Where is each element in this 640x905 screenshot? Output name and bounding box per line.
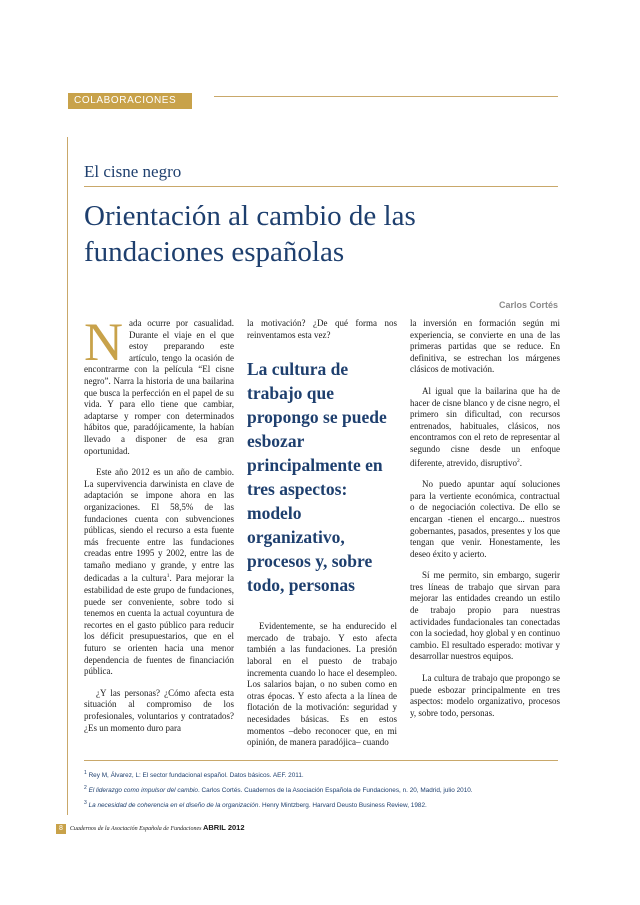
paragraph-text: Este año 2012 es un año de cambio. La supervivencia darwinista en clave de adaptación se impone ahora en las organizaciones. El 58,5% de las fundaciones cuenta con subvenciones públicas, siendo el recurso a esta fuente más frecuente entre las fundaciones creadas entre 1995 y 2002, entre las de tamaño mediano y grande, y entre las dedicadas a la cultura — [84, 467, 234, 584]
paragraph-text: . — [519, 457, 522, 468]
page-number: 8 — [56, 824, 66, 834]
paragraph — [84, 467, 234, 678]
footnote-ref: 2 — [516, 457, 520, 464]
pull-quote: La cultura de trabajo que propongo se puede esbozar principalmente en tres aspectos: modelo organizativo, procesos y, sobre todo, personas — [247, 359, 387, 596]
column-1 — [84, 312, 234, 744]
margin-rule — [67, 137, 68, 815]
paragraph-text: . Para mejorar la estabilidad de este grupo de fundaciones, puede ser conveniente, sobre todo si tenemos en cuenta la actual coyuntura de recortes en el gasto público para reducir los déficit presupuestarios, que en el futuro se orienten hacia una menor dependencia de fuentes de financiación pública. — [84, 573, 234, 677]
header-rule — [214, 96, 558, 97]
footnote — [84, 797, 558, 812]
footnote-number: 2 — [84, 785, 87, 792]
publication-name: Cuadernos de la Asociación Española de Fundaciones — [69, 826, 202, 832]
section-tag: COLABORACIONES — [68, 93, 192, 109]
footnote-text: Rey M, Álvarez, L: El sector fundacional español. Datos básicos. AEF. 2011. — [88, 772, 304, 780]
footnote-ref: 1 — [166, 573, 170, 580]
footnote-text: . Carlos Cortés. Cuadernos de la Asociación Española de Fundaciones, n. 20, Madrid, julio 2010. — [197, 787, 473, 795]
footnote-title: La necesidad de coherencia en el diseño de la organización — [88, 802, 259, 810]
footnote-text: . Henry Mintzberg. Harvard Deusto Business Review, 1982. — [258, 802, 427, 810]
paragraph: Evidentemente, se ha endurecido el mercado de trabajo. Y esto afecta también a las fundaciones. La presión laboral en el puesto de trabajo incrementa cuando lo hace el desempleo. Los salarios bajan, o no suben como en otras épocas. Y esto afecta a la línea de flotación de la motivación: seguridad y necesidades básicas. Es en estos momentos –debo reconocer que, en mi opinión, de manera paradójica– cuando — [247, 621, 397, 748]
dropcap: N — [84, 312, 123, 372]
kicker-rule — [84, 186, 558, 187]
footnote-rule — [84, 760, 558, 761]
article-title: Orientación al cambio de las fundaciones españolas — [84, 200, 416, 268]
column-2 — [247, 318, 397, 759]
author: Carlos Cortés — [498, 300, 558, 310]
paragraph: No puedo apuntar aquí soluciones para la vertiente económica, contractual o de negociación colectiva. De ello se encargan -tienen el encargo... nuestros gobernantes, pasados, presentes y los que tengan que venir. Honestamente, les deseo éxito y acierto. — [410, 479, 560, 559]
paragraph — [84, 312, 234, 457]
issue-date: ABRIL 2012 — [202, 823, 245, 832]
footnotes — [84, 767, 558, 812]
footnote — [84, 767, 558, 782]
paragraph: la motivación? ¿De qué forma nos reinventamos esta vez? — [247, 318, 397, 340]
kicker: El cisne negro — [84, 162, 182, 181]
paragraph: la inversión en formación según mi experiencia, se convierte en una de las primeras partidas que se reduce. En definitiva, se estrechan los márgenes clásicos de motivación. — [410, 318, 560, 375]
footnote-number: 3 — [84, 800, 87, 807]
column-3 — [410, 318, 560, 729]
paragraph — [410, 386, 560, 469]
paragraph: ¿Y las personas? ¿Cómo afecta esta situación al compromiso de los profesionales, voluntarios y contratados? ¿Es un momento duro para — [84, 687, 234, 733]
footnote-title: El liderazgo como impulsor del cambio — [88, 787, 198, 795]
paragraph: Sí me permito, sin embargo, sugerir tres líneas de trabajo que sirvan para mejorar las entidades creando un estilo de trabajo propio para nuestras actividades fundacionales tan conectadas con la sociedad, hoy global y en continuo cambio. El resultado esperado: motivar y desarrollar nuestros equipos. — [410, 570, 560, 662]
paragraph-text: ada ocurre por casualidad. Durante el viaje en el que estoy preparando este artículo, tengo la ocasión de encontrarme con la película “El cisne negro”. Narra la historia de una bailarina que busca la perfección en el papel de su vida. Y para ello tiene que cambiar, adaptarse y romper con determinados hábitos que, paradójicamente, la habían llevado a disponer de esa gran oportunidad. — [84, 318, 234, 456]
footnote-number: 1 — [84, 770, 87, 776]
footnote — [84, 782, 558, 797]
paragraph-text: Al igual que la bailarina que ha de hacer de cisne blanco y de cisne negro, el primero sin dificultad, con recursos entrenados, habituales, clásicos, nos encontramos con el reto de representar al segundo cisne desde un enfoque diferente, atrevido, disruptivo — [410, 385, 560, 468]
paragraph: La cultura de trabajo que propongo se puede esbozar principalmente en tres aspectos: modelo organizativo, procesos y, sobre todo, personas. — [410, 673, 560, 718]
page-footer — [56, 823, 245, 833]
